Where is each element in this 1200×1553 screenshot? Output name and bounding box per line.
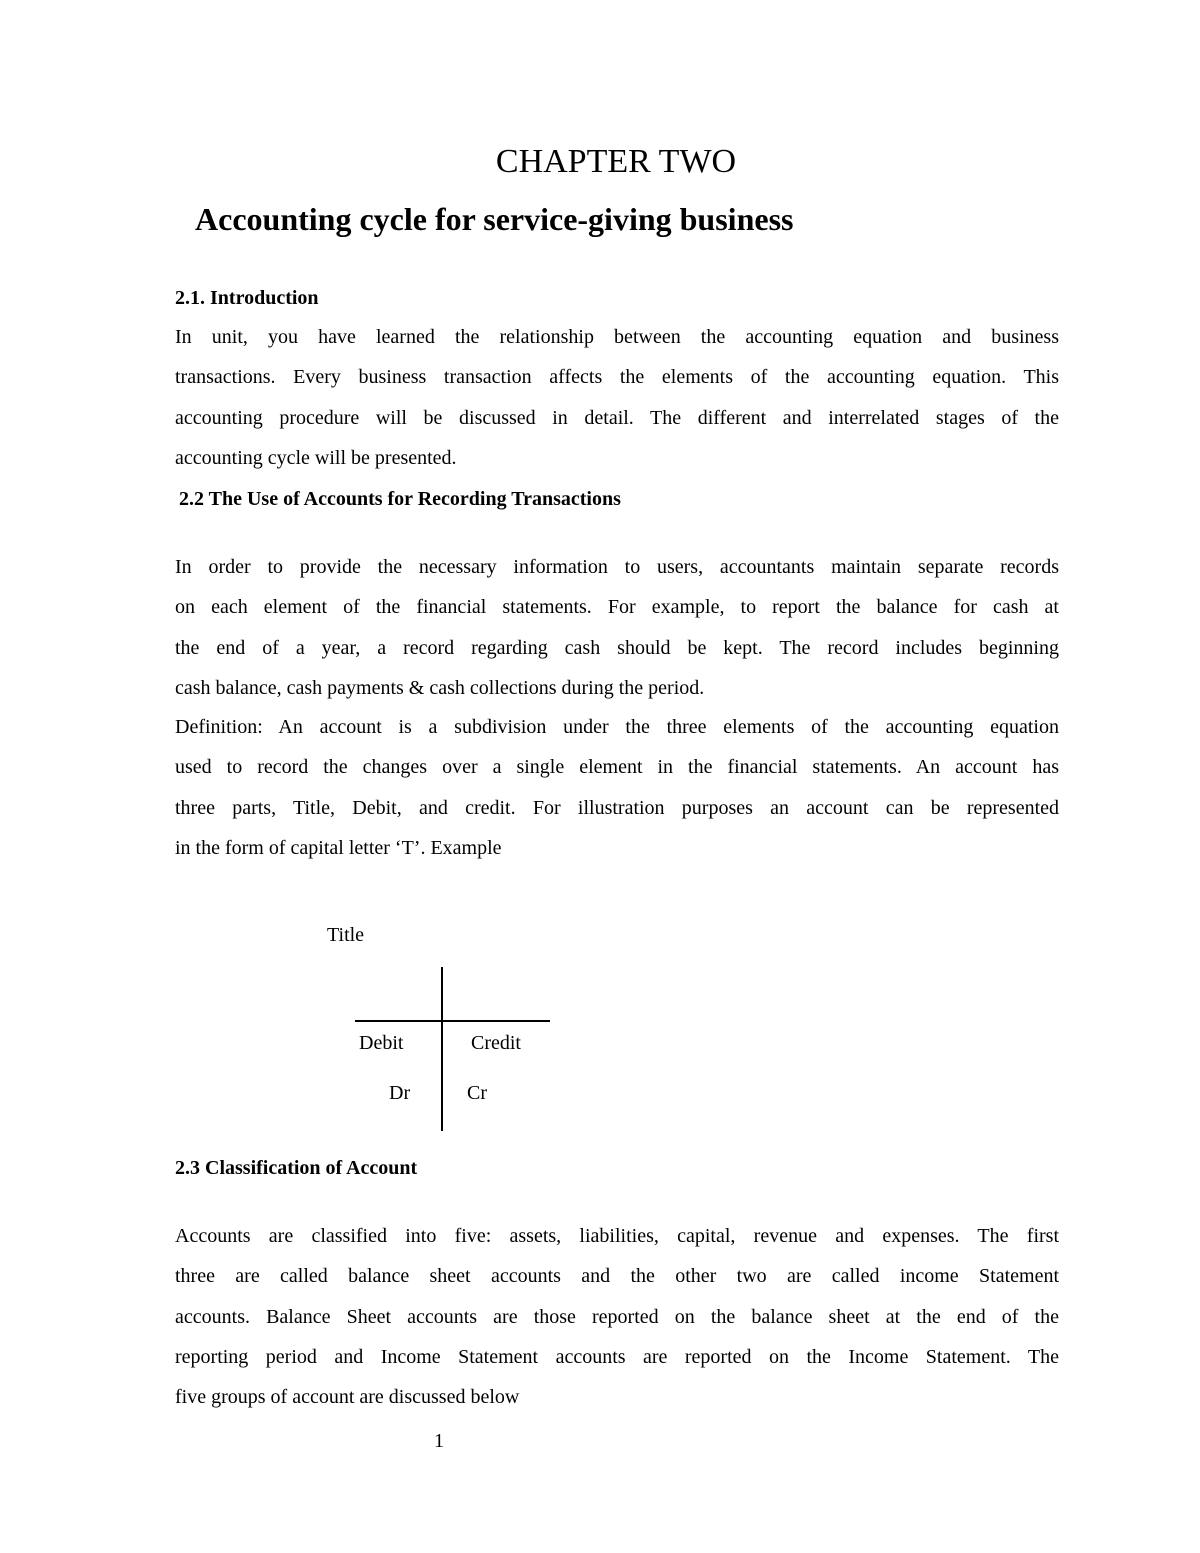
paragraph-line: in the form of capital letter ‘T’. Example [175,836,502,859]
chapter-title: CHAPTER TWO [495,143,737,180]
chapter-subtitle: Accounting cycle for service-giving business [195,201,794,237]
paragraph-line: three are called balance sheet accounts and the other two are called income Statement [175,1265,1059,1288]
paragraph-line: on each element of the financial statements. For example, to report the balance for cash at [175,596,1059,619]
paragraph-line: the end of a year, a record regarding cash should be kept. The record includes beginning [175,636,1059,659]
t-account-dr-label: Dr [389,1082,411,1104]
t-account-diagram [300,920,600,1140]
paragraph-line: accounting cycle will be presented. [175,446,457,469]
paragraph-line: reporting period and Income Statement accounts are reported on the Income Statement. The [175,1345,1059,1368]
paragraph-line: used to record the changes over a single element in the financial statements. An account has [175,756,1059,779]
section-2-1-paragraph [175,317,1059,478]
section-2-1-heading: 2.1. Introduction [175,287,319,309]
paragraph-line: Accounts are classified into five: assets, liabilities, capital, revenue and expenses. The first [175,1225,1059,1247]
t-account-horizontal-line [355,1020,550,1022]
t-account-title: Title [327,924,365,946]
t-account-debit-label: Debit [359,1032,404,1054]
paragraph-line: transactions. Every business transaction affects the elements of the accounting equation. This [175,366,1059,389]
paragraph-line: In unit, you have learned the relationship between the accounting equation and business [175,326,1059,348]
paragraph-line: In order to provide the necessary information to users, accountants maintain separate records [175,556,1059,578]
paragraph-line: Definition: An account is a subdivision under the three elements of the accounting equation [175,716,1059,738]
paragraph-line: cash balance, cash payments & cash collections during the period. [175,676,705,699]
section-2-2-paragraph-2 [175,707,1059,868]
paragraph-line: three parts, Title, Debit, and credit. For illustration purposes an account can be represented [175,796,1059,819]
paragraph-line: accounting procedure will be discussed in detail. The different and interrelated stages of the [175,406,1059,429]
paragraph-line: accounts. Balance Sheet accounts are those reported on the balance sheet at the end of the [175,1305,1059,1328]
t-account-credit-label: Credit [471,1032,521,1054]
section-2-2-paragraph-1 [175,547,1059,708]
section-2-3-paragraph [175,1216,1059,1417]
page-number: 1 [434,1430,444,1452]
t-account-vertical-line [441,967,443,1131]
section-2-2-heading: 2.2 The Use of Accounts for Recording Transactions [179,488,621,510]
section-2-3-heading: 2.3 Classification of Account [175,1157,418,1179]
paragraph-line: five groups of account are discussed below [175,1386,520,1409]
t-account-cr-label: Cr [467,1082,487,1104]
